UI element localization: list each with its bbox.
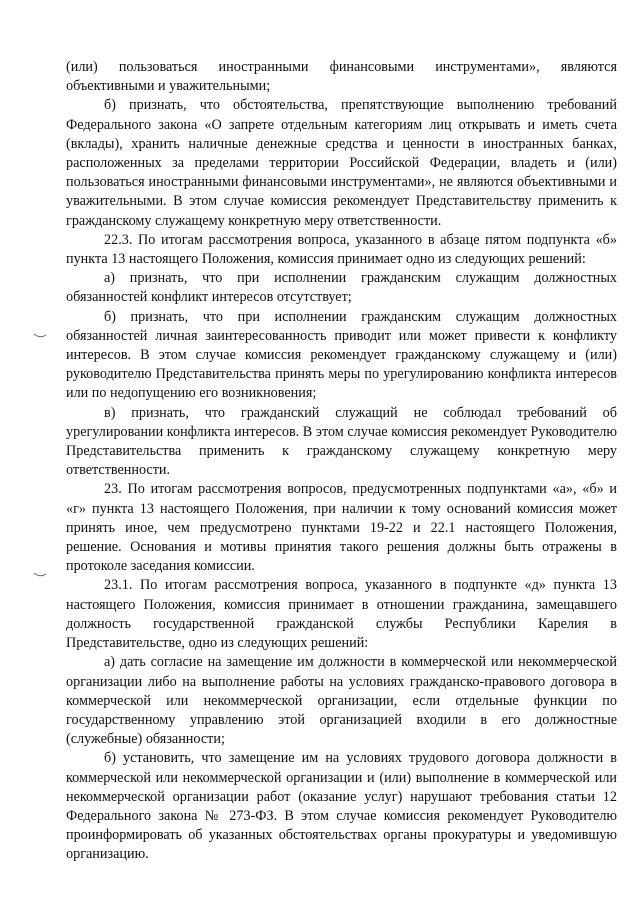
margin-mark-icon [33,572,47,578]
paragraph: (или) пользоваться иностранными финансовыми инструментами», являются объективными и уважительными; [66,59,617,95]
paragraph: в) признать, что гражданский служащий не соблюдал требований об урегулировании конфликта интересов. В этом случае комиссия рекомендует Руководителю Представительства применить к гражданскому служащему конкретную меру ответственности. [66,404,617,479]
document-body [66,58,617,865]
margin-mark-icon [33,333,47,339]
paragraph: 23. По итогам рассмотрения вопросов, предусмотренных подпунктами «а», «б» и «г» пункта 13 настоящего Положения, при наличии к тому оснований комиссия может принять иное, чем предусмотрено пунктами 19-22 и 22.1 настоящего Положения, решение. Основания и мотивы принятия такого решения должны быть отражены в протоколе заседания комиссии. [66,481,617,575]
paragraph: 22.3. По итогам рассмотрения вопроса, указанного в абзаце пятом подпункта «б» пункта 13 настоящего Положения, комиссия принимает одно из следующих решений: [66,231,617,268]
paragraph: б) признать, что обстоятельства, препятствующие выполнению требований Федерального закона «О запрете отдельным категориям лиц открывать и иметь счета (вклады), хранить наличные денежные средства и ценности в иностранных банках, расположенных за пределами территории Российской Федерации, владеть и (или) пользоваться иностранными финансовыми инструментами», не являются объективными и уважительными. В этом случае комиссия рекомендует Представительству применить к гражданскому служащему конкретную меру ответственности. [66,97,617,229]
paragraph: б) установить, что замещение им на условиях трудового договора должности в коммерческой или некоммерческой организации и (или) выполнение в коммерческой или некоммерческой организации работ (оказание услуг) нарушают требования статьи 12 Федерального закона № 273-ФЗ. В этом случае комиссия рекомендует Руководителю проинформировать об указанных обстоятельствах органы прокуратуры и уведомившую организацию. [66,750,617,863]
paragraph: а) признать, что при исполнении гражданским служащим должностных обязанностей конфликт интересов отсутствует; [66,270,617,306]
paragraph: а) дать согласие на замещение им должности в коммерческой или некоммерческой организации либо на выполнение работы на условиях гражданско-правового договора в коммерческой или некоммерческой организации, если отдельные функции по государственному управлению этой организацией входили в его должностные (служебные) обязанности; [66,654,617,748]
paragraph: б) признать, что при исполнении гражданским служащим должностных обязанностей личная заинтересованность приводит или может привести к конфликту интересов. В этом случае комиссия рекомендует гражданскому служащему и (или) руководителю Представительства принять меры по урегулированию конфликта интересов или по недопущению его возникновения; [66,308,617,402]
paragraph: 23.1. По итогам рассмотрения вопроса, указанного в подпункте «д» пункта 13 настоящего Положения, комиссия принимает в отношении гражданина, замещавшего должность государственной гражданской службы Республики Карелия в Представительстве, одно из следующих решений: [66,577,617,652]
